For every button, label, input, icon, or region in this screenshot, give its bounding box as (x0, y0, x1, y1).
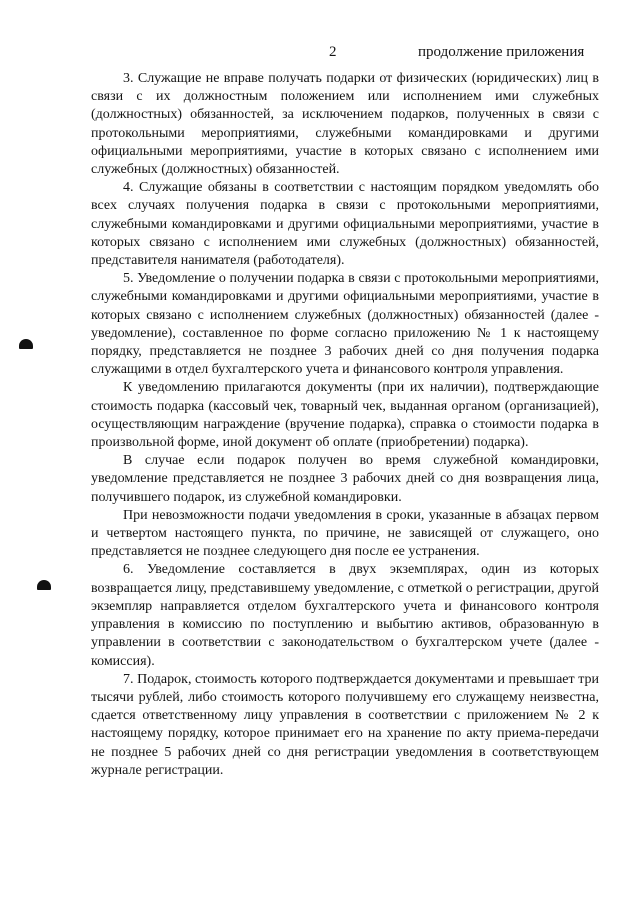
paragraph-6: 6. Уведомление составляется в двух экземплярах, один из которых возвращается лицу, представившему уведомление, с отметкой о регистрации, другой экземпляр направляется отделом бухгалтерского учета и финансового контроля управления в комиссию по поступлению и выбытию активов, образованную в управлении в соответствии с законодательством о бухгалтерском учете (далее - комиссия). (91, 562, 599, 669)
paragraph-5-impossibility: При невозможности подачи уведомления в сроки, указанные в абзацах первом и четвертом настоящего пункта, по причине, не зависящей от служащего, оно представляется не позднее следующего дня после ее устранения. (91, 507, 599, 560)
punch-hole-mark-top (19, 339, 33, 349)
document-body (91, 70, 599, 780)
paragraph-5: 5. Уведомление о получении подарка в связи с протокольными мероприятиями, служебными командировками и другими официальными мероприятиями, участие в которых связано с исполнением служебных (должностных) обязанностей (далее - уведомление), составленное по форме согласно приложению № 1 к настоящему порядку, представляется не позднее 3 рабочих дней со дня получения подарка служащими в отдел бухгалтерского учета и финансового контроля управления. (91, 271, 599, 378)
paragraph-5-business-trip: В случае если подарок получен во время служебной командировки, уведомление представляется не позднее 3 рабочих дней со дня возвращения лица, получившего подарок, из служебной командировки. (91, 453, 599, 505)
paragraph-5-attachments: К уведомлению прилагаются документы (при их наличии), подтверждающие стоимость подарка (кассовый чек, товарный чек, выданная органом (организацией), осуществляющим награждение (вручение подарка), справка о стоимости подарка в произвольной форме, иной документ об оплате (приобретении) подарка). (91, 380, 599, 451)
paragraph-3: 3. Служащие не вправе получать подарки от физических (юридических) лиц в связи с их должностным положением или исполнением ими служебных (должностных) обязанностей, за исключением подарков, полученных в связи с протокольными мероприятиями, служебными командировками и другими официальными мероприятиями, участие в которых связано с исполнением ими служебных (должностных) обязанностей. (91, 71, 599, 178)
punch-hole-mark-bottom (37, 580, 51, 590)
paragraph-4: 4. Служащие обязаны в соответствии с настоящим порядком уведомлять обо всех случаях получения подарка в связи с протокольными мероприятиями, служебными командировками и другими официальными мероприятиями, участие в которых связано с исполнением ими служебных (должностных) обязанностей, представителя нанимателя (работодателя). (91, 180, 599, 269)
continuation-label: продолжение приложения (418, 44, 585, 60)
paragraph-7: 7. Подарок, стоимость которого подтверждается документами и превышает три тысячи рублей, либо стоимость которого получившему его служащему неизвестна, сдается ответственному лицу управления в соответствии с приложением № 2 к настоящему порядку, которое принимает его на хранение по акту приема-передачи не позднее 5 рабочих дней со дня регистрации уведомления в соответствующем журнале регистрации. (91, 671, 599, 778)
page-number: 2 (329, 44, 337, 60)
